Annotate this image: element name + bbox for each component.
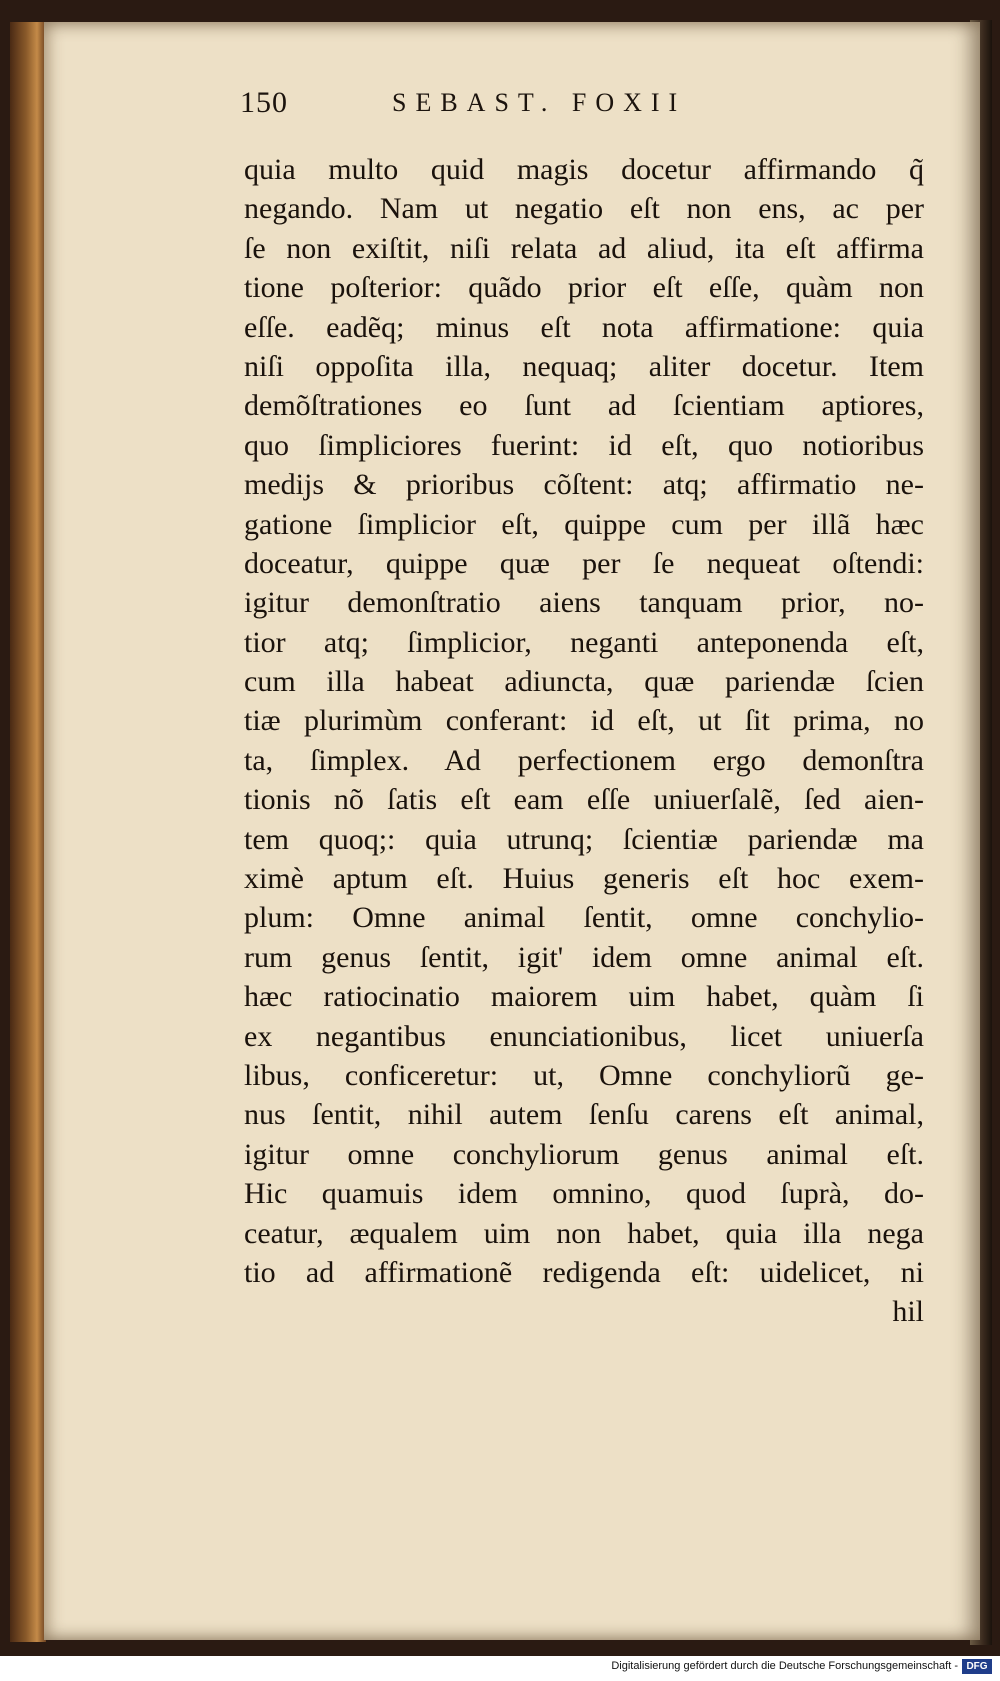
- text-line: libus, conficeretur: ut, Omne conchyliorũ ge-: [244, 1058, 924, 1092]
- text-line: igitur demonſtratio aiens tanquam prior, no-: [244, 586, 924, 620]
- text-line: ximè aptum eſt. Huius generis eſt hoc exem-: [244, 862, 924, 896]
- text-line: doceatur, quippe quæ per ſe nequeat oſtendi:: [244, 546, 924, 580]
- digitization-credit: Digitalisierung gefördert durch die Deutsche Forschungsgemeinschaft -: [611, 1660, 958, 1672]
- text-line: hæc ratiocinatio maiorem uim habet, quàm ſi: [244, 980, 924, 1014]
- page-number: 150: [240, 86, 288, 119]
- footer-strip: [0, 1656, 1000, 1681]
- text-line: niſi oppoſita illa, nequaq; aliter docetur. Item: [244, 349, 924, 383]
- text-line: nus ſentit, nihil autem ſenſu carens eſt animal,: [244, 1098, 924, 1132]
- text-line: eſſe. eadẽq; minus eſt nota affirmatione: quia: [244, 310, 924, 344]
- text-line: rum genus ſentit, igit' idem omne animal eſt.: [244, 940, 924, 974]
- text-line: tior atq; ſimplicior, neganti anteponenda eſt,: [244, 625, 924, 659]
- text-line: quo ſimpliciores fuerint: id eſt, quo notioribus: [244, 428, 924, 462]
- text-line: plum: Omne animal ſentit, omne conchylio-: [244, 901, 924, 935]
- text-line: ta, ſimplex. Ad perfectionem ergo demonſtra: [244, 743, 924, 777]
- text-line: ex negantibus enunciationibus, licet uniuerſa: [244, 1019, 924, 1053]
- text-line: ceatur, æqualem uim non habet, quia illa nega: [244, 1216, 924, 1250]
- text-line: cum illa habeat adiuncta, quæ pariendæ ſcien: [244, 665, 924, 699]
- dfg-logo: DFG: [962, 1659, 992, 1674]
- running-head: SEBAST. FOXII: [392, 88, 687, 117]
- text-line: Hic quamuis idem omnino, quod ſuprà, do-: [244, 1177, 924, 1211]
- text-line: tionis nõ ſatis eſt eam eſſe uniuerſalẽ, ſed aien-: [244, 783, 924, 817]
- text-line: quia multo quid magis docetur affirmando q̃: [244, 153, 924, 186]
- text-line: medijs & prioribus cõſtent: atq; affirmatio ne-: [244, 468, 924, 502]
- body-text: [244, 150, 924, 1332]
- text-line: tio ad affirmationẽ redigenda eſt: uidelicet, ni: [244, 1255, 924, 1289]
- text-line: gatione ſimplicior eſt, quippe cum per illã hæc: [244, 507, 924, 541]
- text-line: tione poſterior: quãdo prior eſt eſſe, quàm non: [244, 271, 924, 305]
- text-line: negando. Nam ut negatio eſt non ens, ac per: [244, 192, 924, 226]
- text-line: igitur omne conchyliorum genus animal eſt.: [244, 1137, 924, 1171]
- text-line: tem quoq;: quia utrunq; ſcientiæ pariendæ ma: [244, 822, 924, 856]
- book-spine-edge: [10, 22, 46, 1642]
- catchword: hil: [892, 1295, 924, 1329]
- text-line: tiæ plurimùm conferant: id eſt, ut ſit prima, no: [244, 704, 924, 738]
- page-header: [240, 86, 810, 130]
- text-line: demõſtrationes eo ſunt ad ſcientiam aptiores,: [244, 389, 924, 423]
- text-line: ſe non exiſtit, niſi relata ad aliud, ita eſt affirma: [244, 231, 924, 265]
